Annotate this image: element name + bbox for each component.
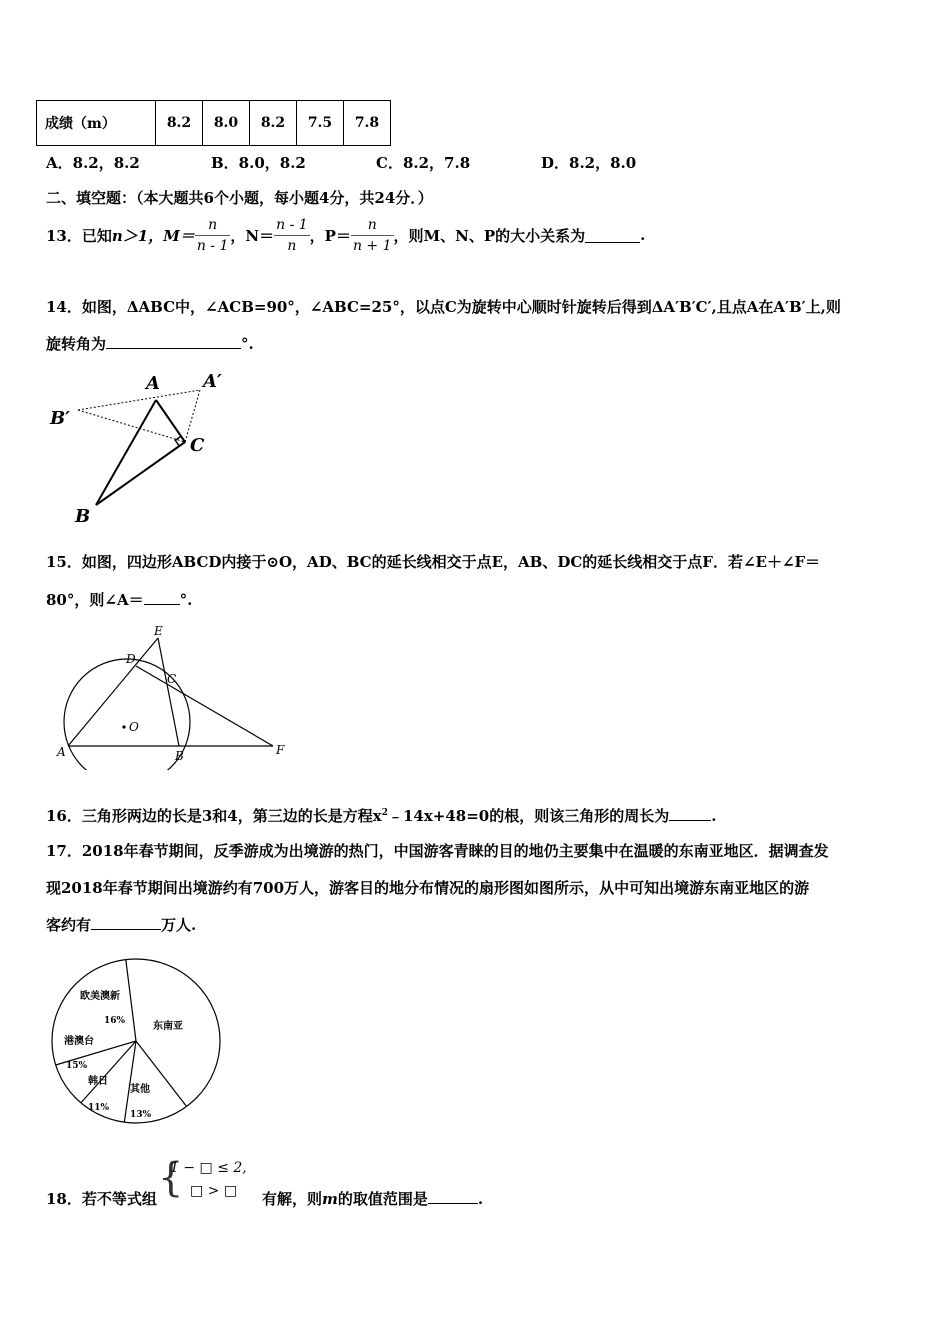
slice-label-other: 其他	[130, 1084, 150, 1095]
question-13	[46, 210, 645, 260]
q18-suffix	[262, 1188, 483, 1209]
q17-line1: 17．2018年春节期间，反季游成为出境游的热门，中国游客青睐的目的地仍主要集中在温暖的东南亚地区．据调查发	[46, 842, 829, 860]
q16-text-pre: 16．三角形两边的长是3和4，第三边的长是方程x	[46, 807, 382, 825]
q18-suffix-pre: 有解，则	[262, 1190, 323, 1208]
q13-prefix: 13．已知	[46, 226, 112, 245]
q16-sup: 2	[381, 808, 388, 818]
label-e: E	[154, 624, 163, 638]
table-cell: 8.2	[250, 101, 297, 146]
q17-line3-pre: 客约有	[46, 916, 92, 934]
q13-p-label: ，P＝	[309, 226, 351, 245]
option-c: C．8.2，7.8	[376, 154, 471, 172]
q18-var: m	[322, 1190, 338, 1208]
fraction-p-num: n	[351, 215, 394, 236]
label-a-prime: A′	[203, 371, 222, 392]
q16-end: .	[711, 807, 717, 825]
section-title: 二、填空题：（本大题共6个小题，每小题4分，共24分．）	[46, 189, 433, 207]
rotation-figure	[40, 365, 240, 530]
label-c: C	[190, 435, 205, 456]
q14-line2-pre: 旋转角为	[46, 335, 107, 353]
pie-chart	[50, 955, 230, 1135]
answer-blank	[428, 1189, 478, 1204]
table-cell: 8.0	[203, 101, 250, 146]
q15-line2-post: °.	[179, 591, 193, 609]
slice-label-europe: 欧美澳新	[80, 991, 120, 1002]
table-cell: 8.2	[156, 101, 203, 146]
pie-slice-boundary-southeast-asia	[126, 960, 136, 1041]
q18-suffix-post: 的取值范围是	[337, 1190, 428, 1208]
score-table	[36, 100, 391, 146]
slice-percent-kr-jp: 11%	[88, 1103, 110, 1113]
q15-line2-pre: 80°，则∠A＝	[46, 591, 144, 609]
option-a: A．8.2，8.2	[46, 154, 140, 172]
label-d: D	[126, 652, 136, 666]
q14-line2-post: °.	[241, 335, 254, 353]
option-b: B．8.0，8.2	[211, 154, 306, 172]
q14-line2	[46, 333, 254, 354]
q15-line1: 15．如图，四边形ABCD内接于⊙O，AD、BC的延长线相交于点E，AB、DC的延长线相交于点F．若∠E＋∠F＝	[46, 553, 821, 571]
q18-end: .	[477, 1190, 484, 1208]
label-c: C	[167, 672, 177, 686]
circle-figure	[45, 620, 295, 770]
q18-ineq1: 1 − □ ≤ 2,	[170, 1160, 247, 1176]
q17-line3-post: 万人.	[161, 916, 197, 934]
q13-n-label: ，N＝	[230, 226, 275, 245]
fraction-m-den: n - 1	[196, 237, 229, 254]
fraction-n-den: n	[287, 237, 297, 254]
slice-percent-hmt: 15%	[66, 1061, 88, 1071]
slice-percent-europe: 16%	[104, 1016, 126, 1026]
answer-blank	[144, 590, 180, 605]
fraction-p	[351, 215, 394, 256]
fraction-n-num: n - 1	[274, 215, 310, 236]
pie-slice-boundary-hmt	[81, 1041, 136, 1103]
brace-icon: {	[158, 1155, 184, 1201]
label-a: A	[57, 745, 66, 759]
label-b: B	[175, 749, 184, 763]
label-f: F	[276, 743, 285, 757]
slice-label-southeast-asia: 东南亚	[153, 1021, 183, 1032]
option-d: D．8.2，8.0	[541, 154, 637, 172]
q14-line1: 14．如图，ΔABC中，∠ACB=90°，∠ABC=25°，以点C为旋转中心顺时针旋转后得到ΔA′B′C′,且点A在A′B′上,则	[46, 298, 841, 316]
table-cell: 7.8	[344, 101, 391, 146]
q18-prefix: 18．若不等式组	[46, 1190, 157, 1208]
table-header-cell: 成绩（m）	[37, 101, 156, 146]
answer-blank	[106, 334, 241, 349]
q13-cond: n＞1，M＝	[111, 226, 195, 245]
q17-line3	[46, 914, 196, 935]
question-16	[46, 805, 716, 826]
table-cell: 7.5	[297, 101, 344, 146]
q15-line2	[46, 589, 192, 610]
pie-slice-boundary-other	[136, 1041, 187, 1107]
answer-blank	[585, 228, 640, 243]
fraction-p-den: n + 1	[352, 237, 392, 254]
q18-ineq2: □ > □	[190, 1183, 238, 1199]
q13-end: .	[640, 226, 646, 244]
label-a: A	[146, 373, 160, 394]
slice-percent-other: 13%	[130, 1110, 152, 1120]
fraction-n	[274, 215, 310, 256]
label-o: O	[129, 720, 139, 734]
slice-label-hmt: 港澳台	[64, 1036, 94, 1047]
label-b-prime: B′	[50, 408, 70, 429]
answer-blank	[91, 915, 161, 930]
label-b: B	[75, 506, 91, 527]
answer-blank	[669, 806, 711, 821]
q16-text-mid: ﹣14x+48=0的根，则该三角形的周长为	[387, 807, 670, 825]
fraction-m-num: n	[195, 215, 231, 236]
fraction-m	[195, 215, 231, 256]
q17-line2: 现2018年春节期间出境游约有700万人，游客目的地分布情况的扇形图如图所示，从中可知出境游东南亚地区的游	[46, 879, 810, 897]
q13-suffix: ，则M、N、P的大小关系为	[393, 226, 586, 245]
slice-label-kr-jp: 韩日	[88, 1076, 108, 1087]
